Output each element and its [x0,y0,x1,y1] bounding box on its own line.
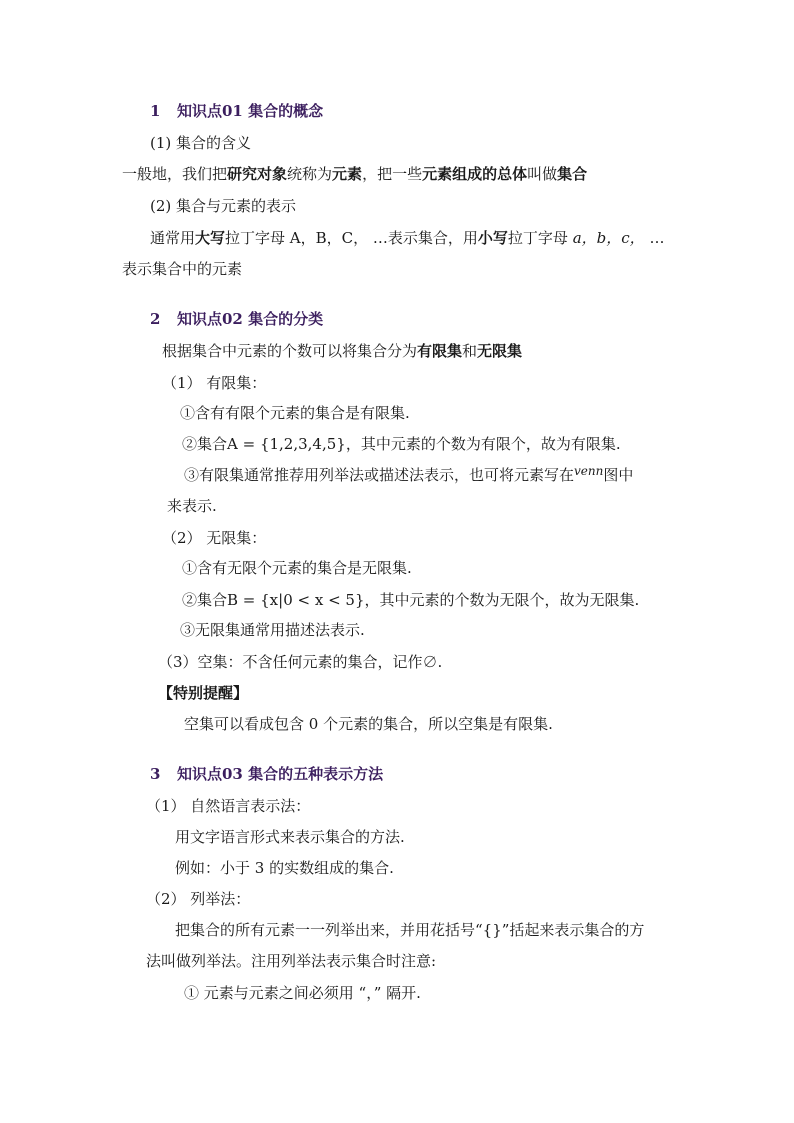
text: ②集合 [182,435,228,453]
text: 图中 [603,466,634,484]
subheading-enumeration: （2） 列举法： [146,890,251,908]
section-1-heading [150,101,323,121]
enumeration-note-1: ① 元素与元素之间必须用 “，” 隔开. [184,984,421,1002]
bold-text: 有限集 [417,342,463,360]
text: 根据集合中元素的个数可以将集合分为 [162,342,418,360]
section-title: 知识点03 集合的五种表示方法 [177,765,384,783]
text: ③有限集通常推荐用列举法或描述法表示，也可将元素写在 [184,466,575,484]
subheading-finite-set: （1） 有限集： [162,374,267,392]
bold-text: 研究对象 [227,165,288,183]
subheading-infinite-set: （2） 无限集： [162,529,267,547]
text: 和 [462,342,478,360]
subheading-set-meaning: (1) 集合的含义 [150,134,252,152]
section-2-heading [150,309,323,329]
text: ，把一些 [362,165,423,183]
natural-language-example: 例如：小于 3 的实数组成的集合. [175,859,394,877]
finite-item-1: ①含有有限个元素的集合是有限集. [180,404,410,422]
text: 叫做 [527,165,558,183]
section-number: 3 [150,765,161,783]
bold-text: 元素 [332,165,363,183]
text: 拉丁字母 [507,229,568,247]
text: … [649,229,665,247]
italic-letters: a，b，c， [572,229,645,247]
math-expression: B = {x|0 < x < 5} [227,591,365,609]
finite-item-3 [184,465,633,486]
paragraph-classification [162,341,522,361]
text: 统称为 [287,165,333,183]
subheading-natural-language: （1） 自然语言表示法： [146,797,311,815]
text: 通常用 [150,229,196,247]
infinite-item-2 [182,590,639,610]
paragraph-notation-line1 [150,228,664,248]
superscript-venn: venn [574,464,604,478]
special-reminder-label: 【特别提醒】 [158,684,249,702]
text: ，其中元素的个数为有限个，故为有限集. [345,435,621,453]
finite-item-2 [182,434,621,454]
infinite-item-1: ①含有无限个元素的集合是无限集. [182,559,412,577]
bold-text: 集合 [557,165,588,183]
section-3-heading [150,764,383,784]
bold-text: 无限集 [477,342,523,360]
special-reminder-text: 空集可以看成包含 0 个元素的集合，所以空集是有限集. [184,715,553,733]
natural-language-desc: 用文字语言形式来表示集合的方法. [175,828,405,846]
text: ，其中元素的个数为无限个，故为无限集. [364,591,640,609]
math-expression: A = {1,2,3,4,5} [227,435,346,453]
text: 一般地，我们把 [122,165,228,183]
finite-item-3-cont: 来表示. [167,497,217,515]
section-title: 知识点01 集合的概念 [177,102,324,120]
text: ②集合 [182,591,228,609]
text: 拉丁字母 A，B，C， …表示集合，用 [225,229,478,247]
bold-text: 小写 [477,229,508,247]
enumeration-desc-line1: 把集合的所有元素一一列举出来，并用花括号“{}”括起来表示集合的方 [175,921,645,939]
section-title: 知识点02 集合的分类 [177,310,324,328]
empty-set-line: （3）空集：不含任何元素的集合，记作∅. [158,653,443,671]
enumeration-desc-line2: 法叫做列举法。注用列举法表示集合时注意: [146,952,437,970]
paragraph-set-definition [122,164,587,184]
bold-text: 元素组成的总体 [422,165,528,183]
paragraph-notation-line2: 表示集合中的元素 [122,260,243,278]
subheading-set-notation: (2) 集合与元素的表示 [150,197,297,215]
section-number: 2 [150,310,161,328]
bold-text: 大写 [195,229,226,247]
infinite-item-3: ③无限集通常用描述法表示. [180,621,365,639]
section-number: 1 [150,102,161,120]
